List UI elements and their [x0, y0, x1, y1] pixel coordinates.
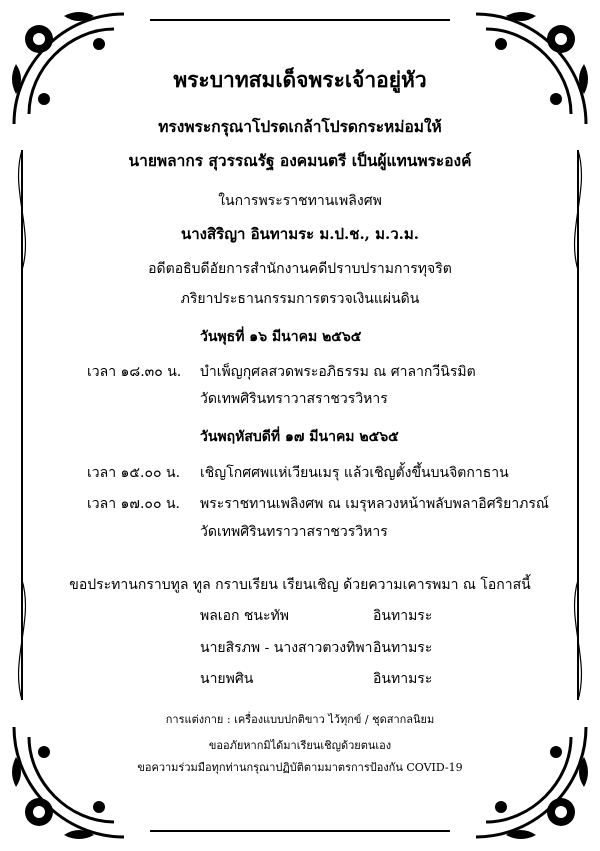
covid-note: ขอความร่วมมือทุกท่านกรุณาปฏิบัติตามมาตรการป้องกัน COVID-19: [137, 761, 463, 774]
day1-event2-text: วัดเทพศิรินทราวาสราชวรวิหาร: [200, 391, 388, 407]
day2-event2-time: เวลา ๑๗.๐๐ น.: [87, 496, 180, 512]
host-2-surname: อินทามระ: [373, 640, 433, 656]
title: พระบาทสมเด็จพระเจ้าอยู่หัว: [173, 67, 427, 92]
day2-event1-text: เชิญโกศศพแห่เวียนเมรุ แล้วเชิญตั้งขึ้นบนจิตกาธาน: [200, 465, 509, 481]
host-3-surname: อินทามระ: [373, 671, 433, 687]
day2-event3-text: วัดเทพศิรินทราวาสราชวรวิหาร: [200, 524, 388, 540]
representative-line: นายพลากร สุวรรณรัฐ องคมนตรี เป็นผู้แทนพระองค์: [128, 151, 472, 170]
deceased-name: นางสิริญา อินทามระ ม.ป.ช., ม.ว.ม.: [180, 225, 419, 243]
host-3-name: นายพศิน: [200, 671, 254, 687]
host-1-name: พลเอก ชนะทัพ: [200, 608, 289, 624]
royal-command-line: ทรงพระกรุณาโปรดเกล้าโปรดกระหม่อมให้: [158, 117, 442, 136]
deceased-position-1: อดีตอธิบดีอัยการสำนักงานคดีปราบปรามการทุจริต: [148, 261, 452, 277]
day2-event1-time: เวลา ๑๕.๐๐ น.: [87, 465, 181, 481]
dress-code: การแต่งกาย : เครื่องแบบปกติขาว ไว้ทุกข์ / ชุดสากลนิยม: [165, 713, 435, 726]
apology-note: ขออภัยหากมิได้มาเรียนเชิญด้วยตนเอง: [208, 739, 392, 752]
host-1-surname: อินทามระ: [373, 608, 433, 624]
day1-date: วันพุธที่ ๑๖ มีนาคม ๒๕๖๕: [200, 329, 362, 345]
day1-event1-time: เวลา ๑๘.๓๐ น.: [87, 364, 182, 380]
closing-statement: ขอประทานกราบทูล ทูล กราบเรียน เรียนเชิญ ด้วยความเคารพมา ณ โอกาสนี้: [69, 577, 531, 593]
day2-event2-text: พระราชทานเพลิงศพ ณ เมรุหลวงหน้าพลับพลาอิศริยาภรณ์: [200, 496, 549, 512]
day1-event1-text: บำเพ็ญกุศลสวดพระอภิธรรม ณ ศาลากวีนิรมิต: [200, 364, 476, 380]
day2-date: วันพฤหัสบดีที่ ๑๗ มีนาคม ๒๕๖๕: [200, 429, 399, 445]
deceased-position-2: ภริยาประธานกรรมการตรวจเงินแผ่นดิน: [180, 291, 420, 307]
host-2-name: นายสิรภพ - นางสาวตวงทิพา: [200, 640, 373, 656]
occasion: ในการพระราชทานเพลิงศพ: [218, 193, 382, 209]
